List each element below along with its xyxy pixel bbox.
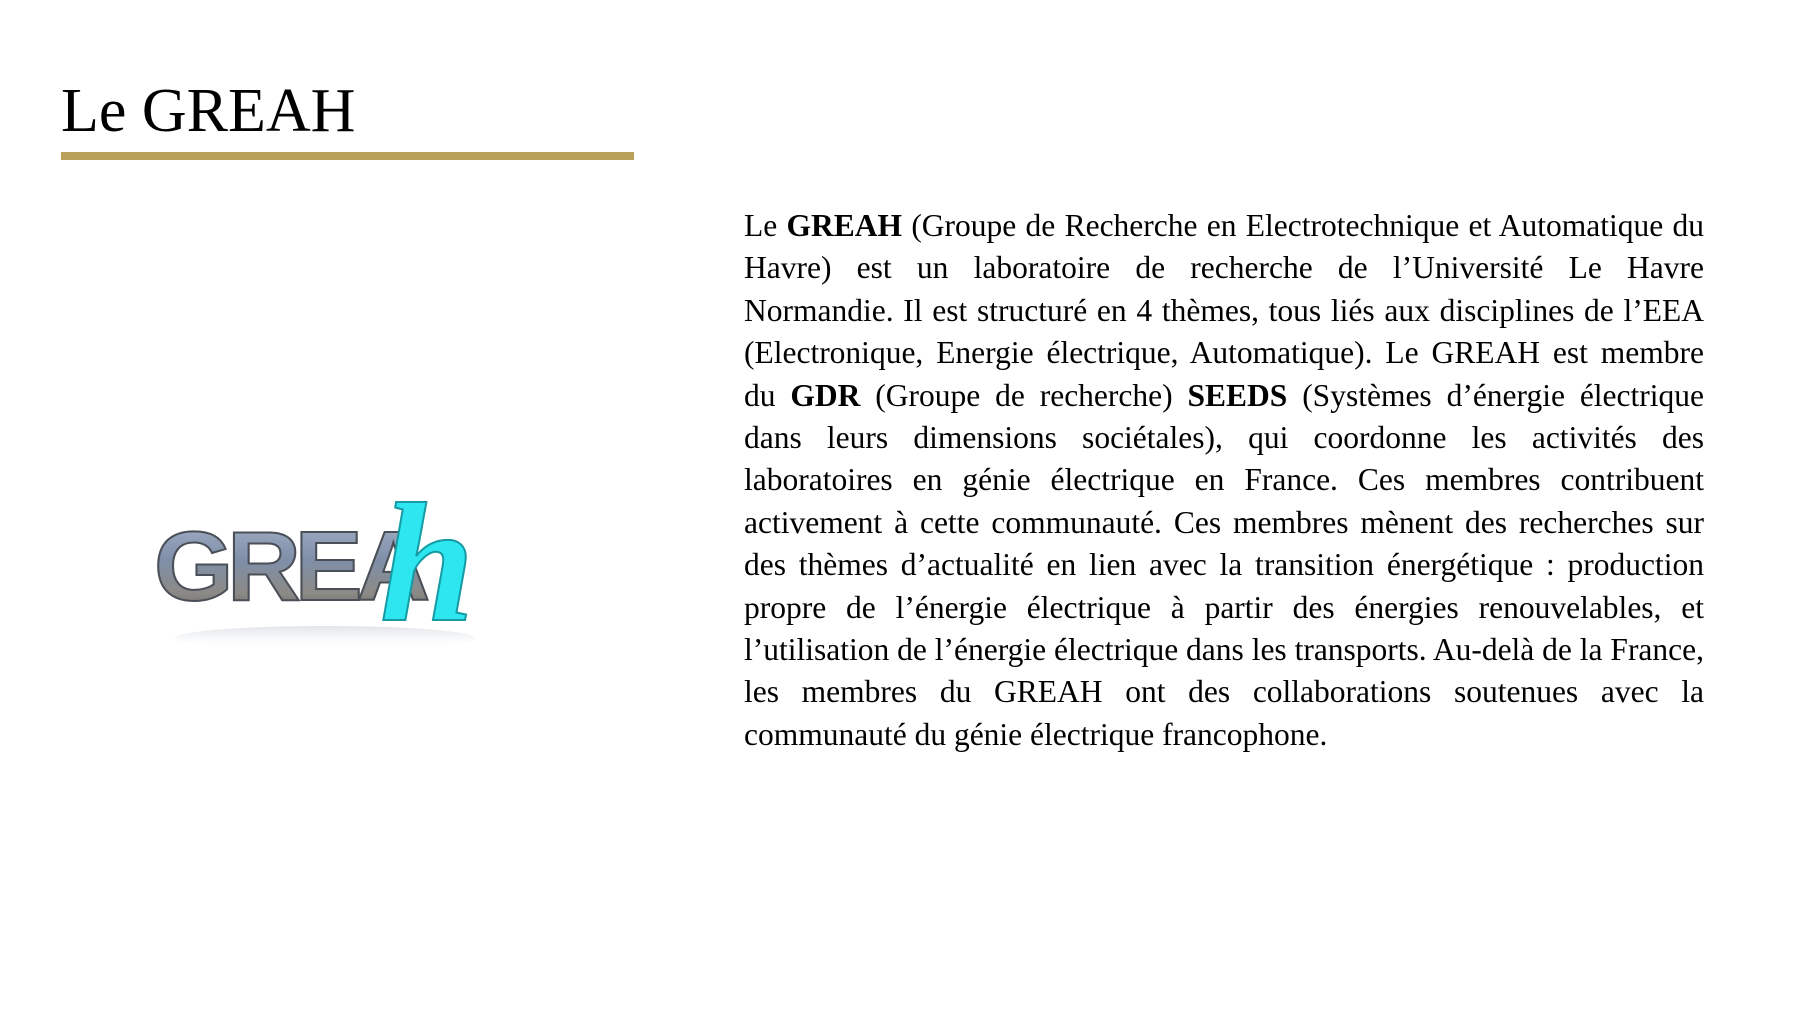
text-run: (Systèmes d’énergie électrique dans leurs dimensions sociétales), qui coordonne les activités des laboratoires en génie électrique en France. Ces membres contribuent activement à cette communauté. Ces membres mènent des recherches sur des thèmes d’actualité en lien avec la transition énergétique : production propre de l’énergie électrique à partir des énergies renouvelables, et l’utilisation de l’énergie électrique dans les transports. Au-delà de la France, les membres du GREAH ont des collaborations soutenues avec la communauté du génie électrique francophone.	[744, 377, 1704, 752]
bold-seeds: SEEDS	[1187, 377, 1288, 413]
text-run: (Groupe de recherche)	[860, 377, 1188, 413]
text-run: (Groupe de Recherche en Electrotechnique et Automatique du Havre) est un laboratoire de recherche de l’Université Le Havre Normandie. Il est structuré en 4 thèmes, tous liés aux disciplines de l’EEA (Electronique, Energie électrique, Automatique). Le GREAH est membre du	[744, 208, 1704, 413]
title-underline	[61, 152, 634, 160]
description-paragraph	[744, 205, 1704, 756]
logo-script-letter: h	[380, 470, 475, 657]
slide-title: Le GREAH	[61, 77, 356, 145]
greah-logo-graphic	[150, 470, 510, 670]
logo-main-letters: GREA	[154, 511, 429, 621]
bold-greah: GREAH	[786, 208, 903, 243]
greah-logo	[150, 470, 510, 670]
text-run: Le	[744, 208, 787, 243]
bold-gdr: GDR	[790, 377, 861, 413]
